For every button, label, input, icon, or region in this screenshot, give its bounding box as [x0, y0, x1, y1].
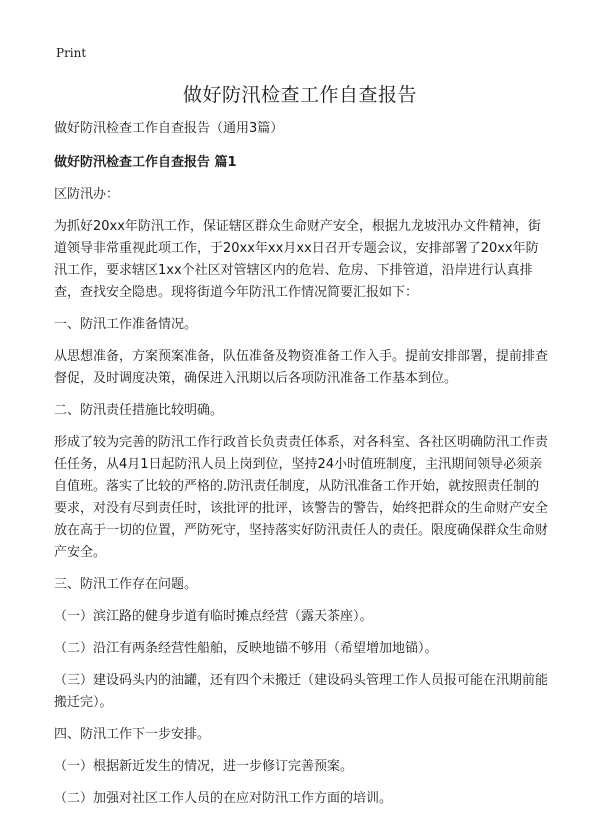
- document-subtitle: 做好防汛检查工作自查报告（通用3篇）: [54, 121, 284, 136]
- next-step-item-1: （一）根据新近发生的情况，进一步修订完善预案。: [54, 759, 354, 774]
- document-body: [54, 118, 550, 810]
- heading-next-steps: 四、防汛工作下一步安排。: [54, 727, 211, 742]
- intro-paragraph: 为抓好20xx年防汛工作，保证辖区群众生命财产安全，根据九龙坡汛办文件精神，街道领导非常重视此项工作，于20xx年xx月xx日召开专题会议，安排部署了20xx年防汛工作，要求辖区1xx个社区对管辖区内的危岩、危房、下排管道，沿岸进行认真排查，查找安全隐患。现将街道今年防汛工作情况简要汇报如下：: [54, 219, 541, 300]
- problem-item-1: （一）滨江路的健身步道有临时摊点经营（露天茶座）。: [54, 609, 373, 624]
- heading-preparation: 一、防汛工作准备情况。: [54, 317, 198, 332]
- problem-item-3: （三）建设码头内的油罐，还有四个未搬迁（建设码头管理工作人员报可能在汛期前能搬迁完）。: [54, 673, 549, 710]
- responsibility-paragraph: 形成了较为完善的防汛工作行政首长负责责任体系，对各科室、各社区明确防汛工作责任任务，从4月1日起防汛人员上岗到位，坚持24小时值班制度，主汛期间领导必须亲自值班。落实了比较的严格的.防汛责任制度，从防汛准备工作开始，就按照责任制的要求，对没有尽到责任时，该批评的批评，该警告的警告，始终把群众的生命财产安全放在高于一切的位置，严防死守，坚持落实好防汛责任人的责任。限度确保群众生命财产安全。: [54, 435, 549, 560]
- section-heading: 做好防汛检查工作自查报告 篇1: [54, 155, 237, 170]
- heading-responsibility: 二、防汛责任措施比较明确。: [54, 403, 224, 418]
- document-title: 做好防汛检查工作自查报告: [182, 84, 417, 106]
- heading-problems: 三、防汛工作存在问题。: [54, 577, 198, 592]
- preparation-paragraph: 从思想准备，方案预案准备，队伍准备及物资准备工作入手。提前安排部署，提前排查督促，及时调度决策，确保进入汛期以后各项防汛准备工作基本到位。: [54, 349, 549, 386]
- greeting-line: 区防汛办：: [54, 187, 120, 202]
- problem-item-2: （二）沿江有两条经营性船舶，反映地锚不够用（希望增加地锚）。: [54, 641, 438, 656]
- print-link[interactable]: Print: [56, 46, 87, 60]
- next-step-item-2: （二）加强对社区工作人员的在应对防汛工作方面的培训。: [54, 791, 393, 806]
